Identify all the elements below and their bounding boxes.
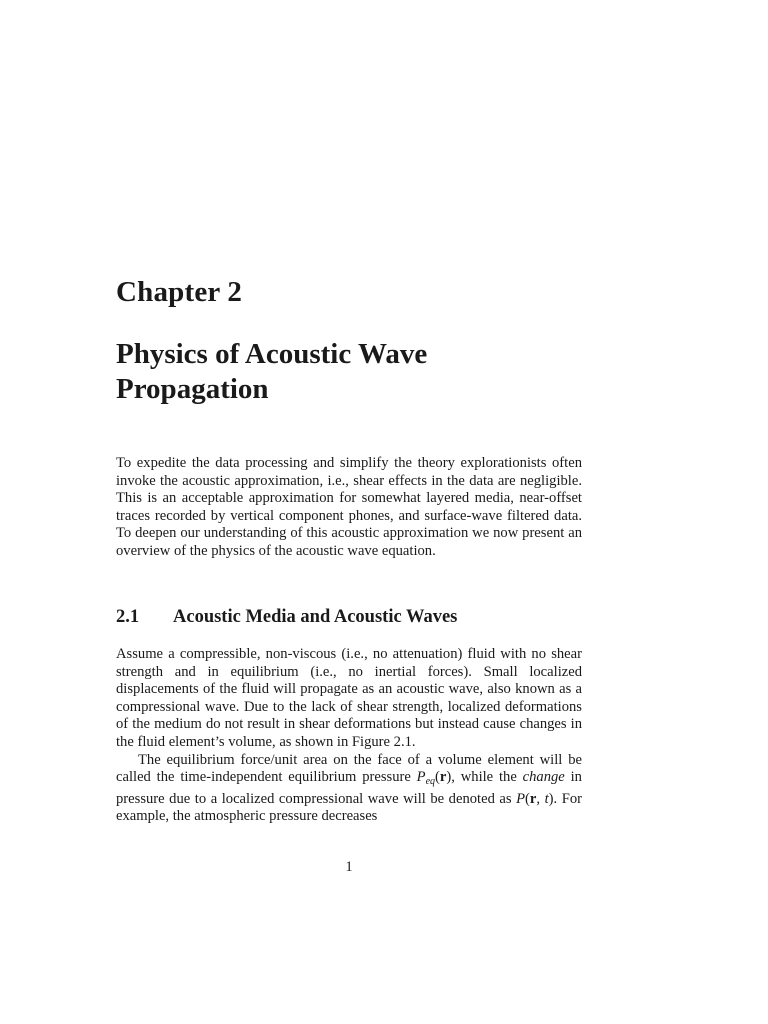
section-paragraph-1: Assume a compressible, non-viscous (i.e., no attenuation) fluid with no shear strength and in equilibrium (i.e., no inertial forces). Small localized displacements of the fluid will propagate as an acoustic wave, also known as a compressional wave. Due to the lack of shear strength, localized deformations of the medium do not result in shear deformations but instead cause changes in the fluid element’s volume, as shown in Figure 2.1.: [116, 646, 582, 750]
emphasis-change: change: [522, 769, 565, 786]
pressure-symbol: P: [516, 790, 526, 807]
paragraph-2-text-b: ), while the: [446, 769, 523, 786]
paren-open-2: (: [525, 790, 530, 807]
paren-close-2: ).: [548, 790, 558, 807]
section-heading: [116, 607, 582, 628]
paragraph-2-text-a: The equilibrium force/unit area on the face of a volume element will be called the time-independent equilibrium pressure: [116, 751, 582, 786]
section-body: [116, 646, 582, 826]
intro-paragraph: To expedite the data processing and simplify the theory explorationists often invoke the acoustic approximation, i.e., shear effects in the data are negligible. This is an acceptable approximation for somewhat layered media, near-offset traces recorded by vertical component phones, and surface-wave filtered data. To deepen our understanding of this acoustic approximation we now present an overview of the physics of the acoustic wave equation.: [116, 455, 582, 559]
page-number: 1: [345, 859, 353, 875]
position-vector: r: [439, 769, 447, 786]
section-title: Acoustic Media and Acoustic Waves: [173, 607, 458, 627]
paragraph-2-text-c: in pressure due to a localized compressional wave will be denoted as: [116, 769, 582, 807]
section-paragraph-2: [116, 752, 582, 826]
position-vector-2: r: [529, 790, 537, 807]
time-symbol: t: [544, 790, 549, 807]
equilibrium-pressure-symbol: P: [416, 769, 426, 786]
chapter-title: Physics of Acoustic Wave Propagation: [116, 338, 428, 405]
paren-open: (: [435, 769, 440, 786]
chapter-label: Chapter 2: [116, 276, 243, 308]
paragraph-2-text-d: For example, the atmospheric pressure decreases: [116, 790, 583, 825]
arg-separator: ,: [536, 790, 545, 807]
equilibrium-pressure-subscript: eq: [425, 776, 436, 788]
section-number: 2.1: [116, 607, 140, 627]
